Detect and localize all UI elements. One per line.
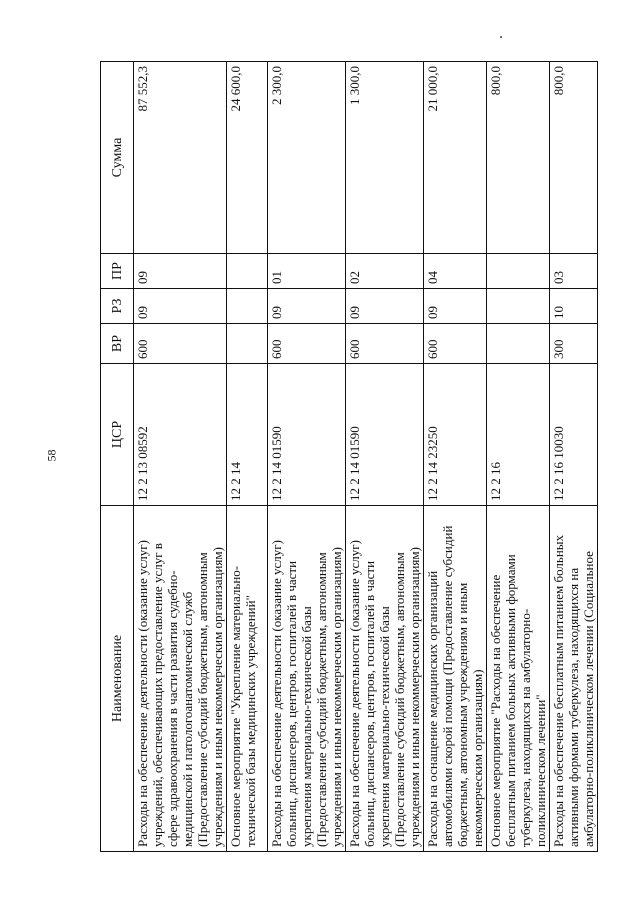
cell-csr: 12 2 14 01590 [346, 364, 424, 506]
cell-pr: 01 [268, 254, 346, 289]
cell-vr: 300 [550, 324, 598, 364]
cell-csr: 12 2 16 10030 [550, 364, 598, 506]
header-vr: ВР [101, 324, 134, 364]
budget-table [100, 61, 598, 852]
header-csr: ЦСР [101, 364, 134, 506]
cell-rz: 10 [550, 289, 598, 324]
cell-sum: 1 300,0 [346, 62, 424, 254]
table-row [346, 62, 424, 852]
cell-vr: 600 [134, 324, 227, 364]
cell-name: Расходы на обеспечение деятельности (оказание услуг) учреждений, обеспечивающих предоставление услуг в сфере здравоохранения в части развития судебно-медицинской и патологоанатомической служб (Предоставление субсидий бюджетным, автономным учреждениям и иным некоммерческим организациям) [134, 506, 227, 852]
cell-rz: 09 [268, 289, 346, 324]
table-row [268, 62, 346, 852]
cell-csr: 12 2 14 01590 [268, 364, 346, 506]
cell-rz: 09 [346, 289, 424, 324]
cell-pr [227, 254, 268, 289]
cell-csr: 12 2 14 23250 [424, 364, 487, 506]
table-row [134, 62, 227, 852]
rotated-table-wrapper [100, 62, 596, 852]
cell-vr [487, 324, 550, 364]
cell-name: Расходы на обеспечение деятельности (оказание услуг) больниц, диспансеров, центров, госпиталей в части укрепления материально-технической базы (Предоставление субсидий бюджетным, автономным учреждениям и иным некоммерческим организациям) [268, 506, 346, 852]
cell-rz: 09 [134, 289, 227, 324]
cell-sum: 800,0 [550, 62, 598, 254]
cell-vr: 600 [424, 324, 487, 364]
cell-sum: 2 300,0 [268, 62, 346, 254]
cell-name: Расходы на обеспечение бесплатным питанием больных активными формами туберкулеза, находящихся на амбулаторно-поликлиническом лечении (Социальное [550, 506, 598, 852]
cell-pr: 09 [134, 254, 227, 289]
cell-sum: 24 600,0 [227, 62, 268, 254]
table-row [227, 62, 268, 852]
cell-rz: 09 [424, 289, 487, 324]
cell-sum: 21 000,0 [424, 62, 487, 254]
cell-pr: 03 [550, 254, 598, 289]
cell-vr [227, 324, 268, 364]
cell-csr: 12 2 13 08592 [134, 364, 227, 506]
cell-name: Основное мероприятие "Укрепление материально-технической базы медицинских учреждений" [227, 506, 268, 852]
cell-pr [487, 254, 550, 289]
cell-sum: 87 552,3 [134, 62, 227, 254]
cell-name: Расходы на обеспечение деятельности (оказание услуг) больниц, диспансеров, центров, госпиталей в части укрепления материально-технической базы (Предоставление субсидий бюджетным, автономным учреждениям и иным некоммерческим организациям) [346, 506, 424, 852]
header-sum: Сумма [101, 62, 134, 254]
cell-csr: 12 2 16 [487, 364, 550, 506]
cell-csr: 12 2 14 [227, 364, 268, 506]
cell-vr: 600 [268, 324, 346, 364]
cell-vr: 600 [346, 324, 424, 364]
cell-pr: 04 [424, 254, 487, 289]
cell-rz [227, 289, 268, 324]
header-rz: РЗ [101, 289, 134, 324]
table-row [550, 62, 598, 852]
cell-pr: 02 [346, 254, 424, 289]
cell-sum: 800,0 [487, 62, 550, 254]
scan-speck [500, 36, 502, 38]
table-row [424, 62, 487, 852]
header-name: Наименование [101, 506, 134, 852]
cell-name: Расходы на оснащение медицинских организаций автомобилями скорой помощи (Предоставление субсидий бюджетным, автономным учреждениям и иным некоммерческим организациям) [424, 506, 487, 852]
cell-name: Основное мероприятие "Расходы на обеспечение бесплатным питанием больных активными формами туберкулеза, находящихся на амбулаторно-поликлиническом лечении" [487, 506, 550, 852]
cell-rz [487, 289, 550, 324]
table-header-row [101, 62, 134, 852]
page-number: 58 [44, 449, 59, 462]
header-pr: ПР [101, 254, 134, 289]
table-row [487, 62, 550, 852]
